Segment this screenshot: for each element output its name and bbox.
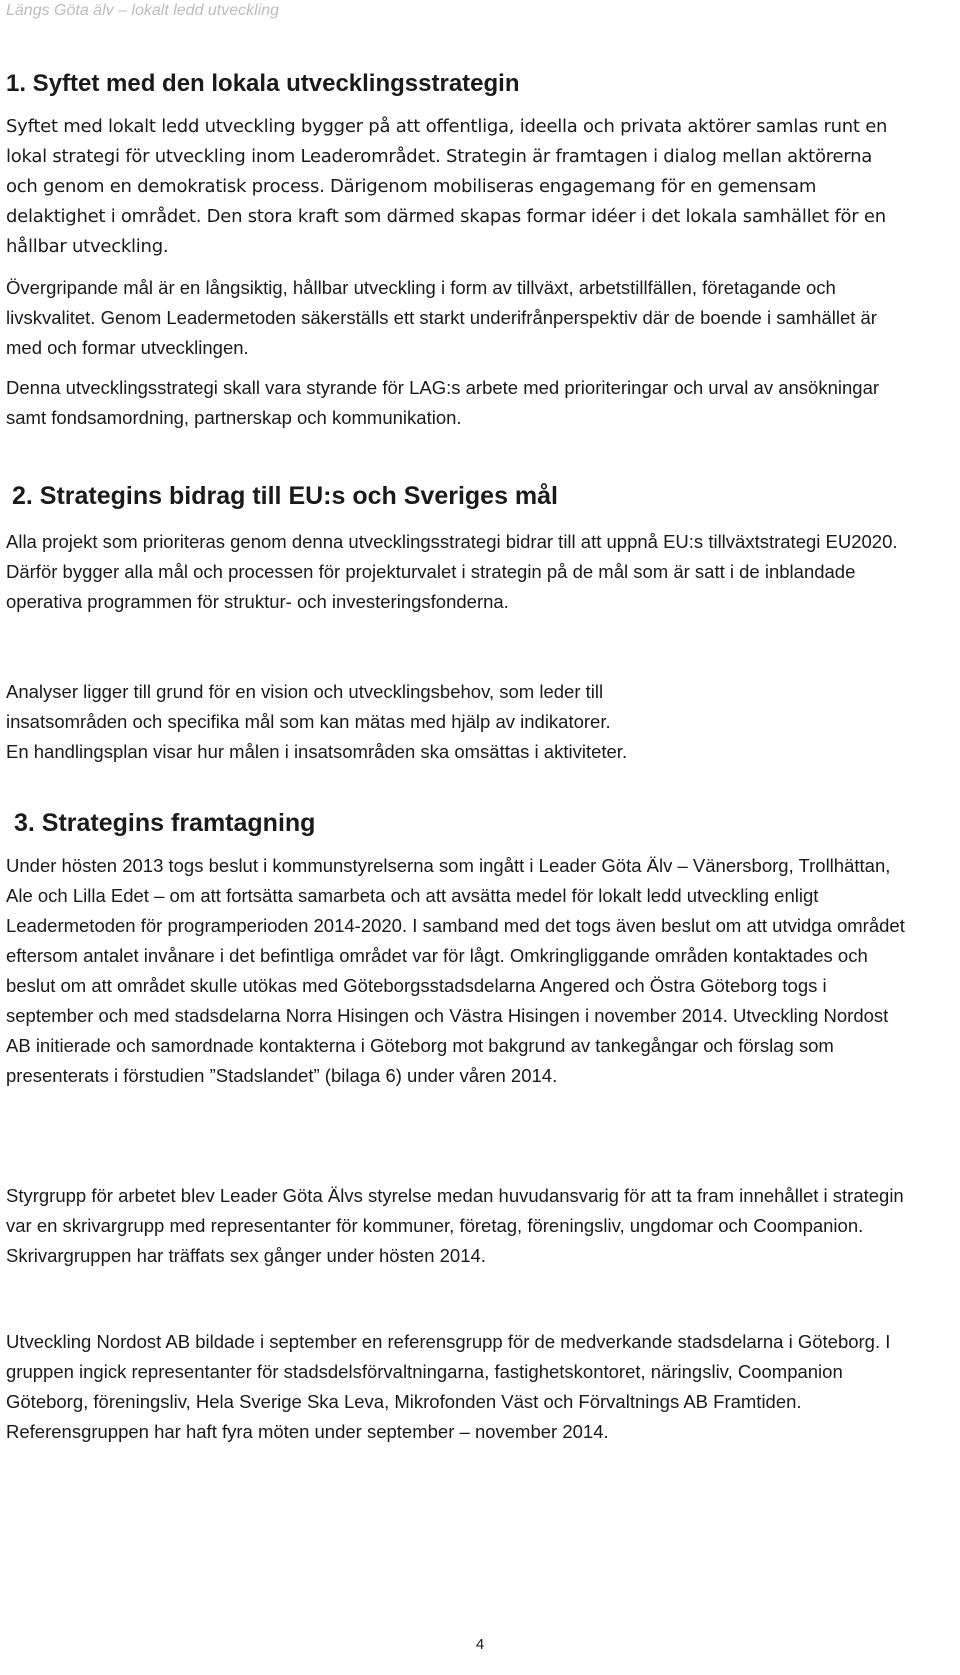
section-2-heading: 2. Strategins bidrag till EU:s och Sveriges mål bbox=[12, 482, 558, 510]
running-header: Längs Göta älv – lokalt ledd utveckling bbox=[6, 2, 280, 19]
section-3-paragraph-3: Utveckling Nordost AB bildade i september en referensgrupp för de medverkande stadsdelarna i Göteborg. I gruppen ingick representanter för stadsdelsförvaltningarna, fastighetskontoret, näringsliv, Coompanion Göteborg, föreningsliv, Hela Sverige Ska Leva, Mikrofonden Väst och Förvaltnings AB Framtiden. Referensgruppen har haft fyra möten under september – november 2014. bbox=[6, 1331, 891, 1442]
section-2-paragraph-2-line-3: En handlingsplan visar hur målen i insatsområden ska omsättas i aktiviteter. bbox=[6, 741, 628, 762]
section-1-paragraph-3: Denna utvecklingsstrategi skall vara styrande för LAG:s arbete med prioriteringar och urval av ansökningar samt fondsamordning, partnerskap och kommunikation. bbox=[6, 377, 880, 428]
section-3-heading: 3. Strategins framtagning bbox=[14, 809, 316, 837]
section-1-paragraph-2: Övergripande mål är en långsiktig, hållbar utveckling i form av tillväxt, arbetstillfällen, företagande och livskvalitet. Genom Leadermetoden säkerställs ett starkt underifrånperspektiv där de boende i samhället är med och formar utvecklingen. bbox=[6, 277, 877, 358]
section-1-paragraph-1: Syftet med lokalt ledd utveckling bygger på att offentliga, ideella och privata aktörer samlas runt en lokal strategi för utveckling inom Leaderområdet. Strategin är framtagen i dialog mellan aktörerna och genom en demokratisk process. Därigenom mobiliseras engagemang för en gemensam delaktighet i området. Den stora kraft som därmed skapas formar idéer i det lokala samhället för en hållbar utveckling. bbox=[6, 116, 888, 257]
section-1-heading: 1. Syftet med den lokala utvecklingsstrategin bbox=[6, 70, 520, 97]
section-2-paragraph-2-line-2: insatsområden och specifika mål som kan mätas med hjälp av indikatorer. bbox=[6, 711, 611, 732]
section-2-paragraph-1: Alla projekt som prioriteras genom denna utvecklingsstrategi bidrar till att uppnå EU:s tillväxtstrategi EU2020. Därför bygger alla mål och processen för projekturvalet i strategin på de mål som är satt i de inblandade operativa programmen för struktur- och investeringsfonderna. bbox=[6, 531, 898, 612]
section-2-paragraph-2-line-1: Analyser ligger till grund för en vision och utvecklingsbehov, som leder till bbox=[6, 681, 604, 702]
section-3-paragraph-2: Styrgrupp för arbetet blev Leader Göta Älvs styrelse medan huvudansvarig för att ta fram innehållet i strategin var en skrivargrupp med representanter för kommuner, företag, föreningsliv, ungdomar och Coompanion. Skrivargruppen har träffats sex gånger under hösten 2014. bbox=[6, 1185, 904, 1266]
section-2-paragraph-2 bbox=[6, 677, 916, 767]
page-number: 4 bbox=[475, 1636, 485, 1653]
section-3-paragraph-1: Under hösten 2013 togs beslut i kommunstyrelserna som ingått i Leader Göta Älv – Vänersborg, Trollhättan, Ale och Lilla Edet – om att fortsätta samarbeta och att avsätta medel för lokalt ledd utveckling enligt Leadermetoden för programperioden 2014-2020. I samband med det togs även beslut om att utvidga området eftersom antalet invånare i det befintliga området var för lågt. Omkringliggande områden kontaktades och beslut om att området skulle utökas med Göteborgsstadsdelarna Angered och Östra Göteborg togs i september och med stadsdelarna Norra Hisingen och Västra Hisingen i november 2014. Utveckling Nordost AB initierade och samordnade kontakterna i Göteborg mot bakgrund av tankegångar och förslag som presenterats i förstudien ”Stadslandet” (bilaga 6) under våren 2014. bbox=[6, 855, 905, 1086]
